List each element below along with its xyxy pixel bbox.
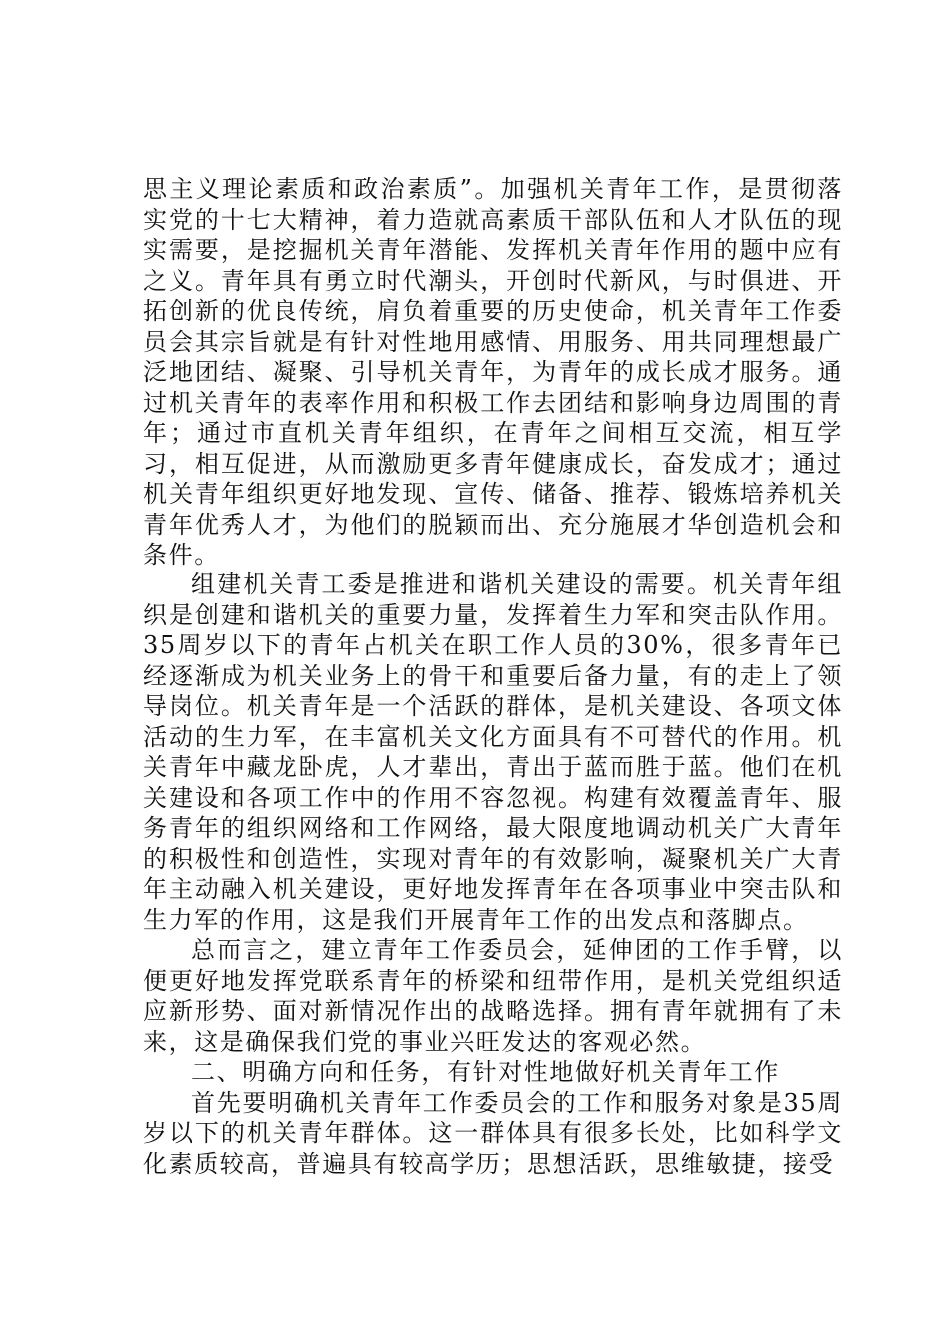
paragraph-summary: 总而言之，建立青年工作委员会，延伸团的工作手臂，以便更好地发挥党联系青年的桥梁和纽带作用，是机关党组织适应新形势、面对新情况作出的战略选择。拥有青年就拥有了未来，这是确保我们党的事业兴旺发达的客观必然。 <box>143 936 843 1056</box>
text-section-bottom <box>143 569 843 1179</box>
paragraph-harmonious-organ: 组建机关青工委是推进和谐机关建设的需要。机关青年组织是创建和谐机关的重要力量，发挥着生力军和突击队作用。35周岁以下的青年占机关在职工作人员的30%，很多青年已经逐渐成为机关业务上的骨干和重要后备力量，有的走上了领导岗位。机关青年是一个活跃的群体，是机关建设、各项文体活动的生力军，在丰富机关文化方面具有不可替代的作用。机关青年中藏龙卧虎，人才辈出，青出于蓝而胜于蓝。他们在机关建设和各项工作中的作用不容忽视。构建有效覆盖青年、服务青年的组织网络和工作网络，最大限度地调动机关广大青年的积极性和创造性，实现对青年的有效影响，凝聚机关广大青年主动融入机关建设，更好地发挥青年在各项事业中突击队和生力军的作用，这是我们开展青年工作的出发点和落脚点。 <box>143 570 843 934</box>
paragraph-continuation: 思主义理论素质和政治素质”。加强机关青年工作，是贯彻落实党的十七大精神，着力造就高素质干部队伍和人才队伍的现实需要，是挖掘机关青年潜能、发挥机关青年作用的题中应有之义。青年具有勇立时代潮头，开创时代新风，与时俱进、开拓创新的优良传统，肩负着重要的历史使命，机关青年工作委员会其宗旨就是有针对性地用感情、用服务、用共同理想最广泛地团结、凝聚、引导机关青年，为青年的成长成才服务。通过机关青年的表率作用和积极工作去团结和影响身边周围的青年；通过市直机关青年组织，在青年之间相互交流，相互学习，相互促进，从而激励更多青年健康成长，奋发成才；通过机关青年组织更好地发现、宣传、储备、推荐、锻炼培养机关青年优秀人才，为他们的脱颖而出、充分施展才华创造机会和条件。 <box>143 175 843 569</box>
paragraph-first-task: 首先要明确机关青年工作委员会的工作和服务对象是35周岁以下的机关青年群体。这一群体具有很多长处，比如科学文化素质较高，普遍具有较高学历；思想活跃，思维敏捷，接受 <box>143 1088 843 1178</box>
text-section-top <box>143 174 843 571</box>
section-heading: 二、明确方向和任务，有针对性地做好机关青年工作 <box>191 1058 780 1086</box>
